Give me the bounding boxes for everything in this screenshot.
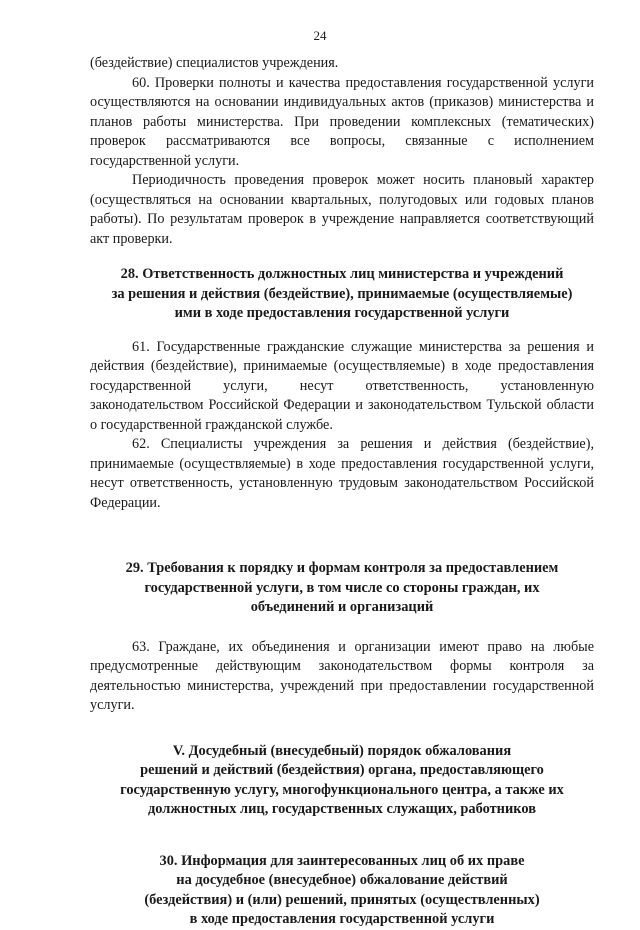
heading-line: 30. Информация для заинтересованных лиц об их праве — [159, 852, 525, 869]
heading-line: V. Досудебный (внесудебный) порядок обжалования — [172, 742, 512, 759]
chapter-heading-v — [90, 742, 594, 820]
heading-line: должностных лиц, государственных служащих, работников — [148, 801, 536, 817]
heading-line: 29. Требования к порядку и формам контроля за предоставлением — [125, 560, 559, 576]
heading-line: 28. Ответственность должностных лиц министерства и учреждений — [120, 266, 564, 282]
paragraph-periodicity: Периодичность проведения проверок может носить плановый характер (осуществляться на основании квартальных, полугодовых или годовых планов работы). По результатам проверок в учреждение направляется соответствующий акт проверки. — [90, 172, 594, 247]
section-heading-28 — [90, 265, 594, 324]
section-heading-29 — [90, 559, 594, 618]
heading-line: ими в ходе предоставления государственной услуги — [174, 305, 510, 321]
heading-line: на досудебное (внесудебное) обжалование действий — [176, 872, 508, 888]
heading-line: объединений и организаций — [250, 599, 434, 615]
heading-line: (бездействия) и (или) решений, принятых (осуществленных) — [144, 891, 540, 908]
paragraph-62: 62. Специалисты учреждения за решения и действия (бездействие), принимаемые (осуществляемые) в ходе предоставления государственной услуги, несут ответственность, установленную трудовым законодательством Российской Федерации. — [90, 436, 594, 511]
paragraph-60: 60. Проверки полноты и качества предоставления государственной услуги осуществляются на основании индивидуальных актов (приказов) министерства и планов работы министерства. При проведении комплексных (тематических) проверок рассматриваются все вопросы, связанные с исполнением государственной услуги. — [90, 74, 594, 169]
heading-line: за решения и действия (бездействие), принимаемые (осуществляемые) — [111, 285, 573, 302]
paragraph-63: 63. Граждане, их объединения и организации имеют право на любые предусмотренные действующим законодательством формы контроля за деятельностью министерства, учреждений при предоставлении государственной услуги. — [90, 638, 594, 713]
document-body — [90, 54, 594, 930]
page-number: 24 — [313, 28, 327, 43]
paragraph-continuation: (бездействие) специалистов учреждения. — [90, 55, 339, 71]
heading-line: решений и действий (бездействия) органа, предоставляющего — [140, 762, 544, 778]
paragraph-61: 61. Государственные гражданские служащие министерства за решения и действия (бездействие), принимаемые (осуществляемые) в ходе предоставления государственной услуги, несут ответственность, установленную законодательством Российской Федерации и законодательством Тульской области о государственной гражданской службе. — [90, 338, 594, 433]
section-heading-30 — [90, 852, 594, 930]
heading-line: государственной услуги, в том числе со стороны граждан, их — [144, 579, 540, 596]
heading-line: государственную услугу, многофункционального центра, а также их — [120, 781, 564, 798]
heading-line: в ходе предоставления государственной услуги — [189, 911, 495, 927]
